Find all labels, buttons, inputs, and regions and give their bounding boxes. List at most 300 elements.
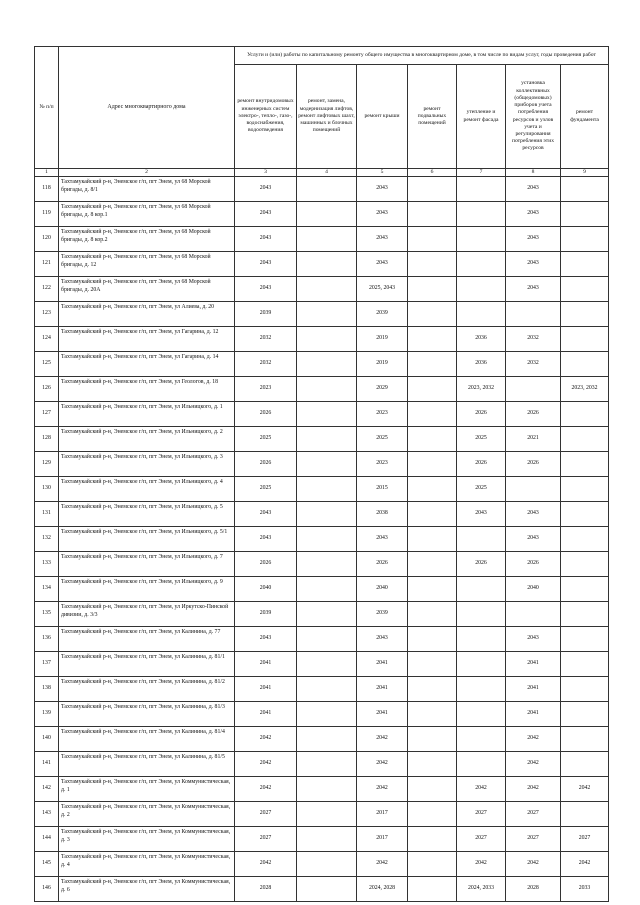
cell-engineering-systems: 2032 — [235, 352, 297, 377]
col-header-num: № п/п — [35, 47, 59, 169]
cell-facade: 2042 — [457, 777, 506, 802]
row-address: Тахтамукайский р-н, Энемское г/п, пгт Энем, ул Калинина, д. 81/1 — [59, 652, 235, 677]
cell-basement — [408, 677, 457, 702]
table-row — [35, 277, 609, 302]
row-number: 125 — [35, 352, 59, 377]
cell-roof: 2025 — [357, 427, 408, 452]
cell-engineering-systems: 2041 — [235, 652, 297, 677]
table-row — [35, 677, 609, 702]
cell-basement — [408, 577, 457, 602]
cell-foundation — [561, 602, 609, 627]
cell-roof: 2029 — [357, 377, 408, 402]
cell-foundation — [561, 202, 609, 227]
table-row — [35, 252, 609, 277]
col-number: 9 — [561, 169, 609, 177]
row-number: 124 — [35, 327, 59, 352]
cell-facade: 2025 — [457, 477, 506, 502]
row-address: Тахтамукайский р-н, Энемское г/п, пгт Энем, ул Ильницкого, д. 2 — [59, 427, 235, 452]
table-row — [35, 502, 609, 527]
cell-engineering-systems: 2043 — [235, 627, 297, 652]
cell-engineering-systems: 2026 — [235, 402, 297, 427]
cell-elevators — [297, 452, 357, 477]
table-row — [35, 702, 609, 727]
cell-engineering-systems: 2043 — [235, 527, 297, 552]
cell-elevators — [297, 477, 357, 502]
table-row — [35, 877, 609, 902]
cell-roof: 2019 — [357, 352, 408, 377]
cell-basement — [408, 527, 457, 552]
row-address: Тахтамукайский р-н, Энемское г/п, пгт Энем, ул Калинина, д. 81/2 — [59, 677, 235, 702]
cell-foundation — [561, 402, 609, 427]
row-number: 142 — [35, 777, 59, 802]
cell-elevators — [297, 677, 357, 702]
table-row — [35, 727, 609, 752]
row-address: Тахтамукайский р-н, Энемское г/п, пгт Энем, ул 68 Морской бригады, д. 8/1 — [59, 177, 235, 202]
cell-elevators — [297, 552, 357, 577]
cell-basement — [408, 802, 457, 827]
row-number: 137 — [35, 652, 59, 677]
row-address: Тахтамукайский р-н, Энемское г/п, пгт Энем, ул Коммунистическая, д. 3 — [59, 827, 235, 852]
cell-meters: 2027 — [506, 827, 561, 852]
row-number: 121 — [35, 252, 59, 277]
cell-meters: 2043 — [506, 527, 561, 552]
cell-roof: 2015 — [357, 477, 408, 502]
col-number: 4 — [297, 169, 357, 177]
cell-facade: 2042 — [457, 852, 506, 877]
col-header-elevators: ремонт, замена, модернизация лифтов, ремонт лифтовых шахт, машинных и блочных помещений — [297, 65, 357, 169]
cell-basement — [408, 477, 457, 502]
cell-meters — [506, 302, 561, 327]
cell-meters: 2043 — [506, 502, 561, 527]
cell-basement — [408, 427, 457, 452]
cell-facade: 2023, 2032 — [457, 377, 506, 402]
repair-schedule-table — [34, 46, 609, 902]
cell-meters: 2041 — [506, 652, 561, 677]
cell-basement — [408, 702, 457, 727]
cell-foundation — [561, 627, 609, 652]
cell-foundation: 2023, 2032 — [561, 377, 609, 402]
cell-meters: 2026 — [506, 452, 561, 477]
row-address: Тахтамукайский р-н, Энемское г/п, пгт Энем, ул Калинина, д. 81/5 — [59, 752, 235, 777]
cell-facade — [457, 202, 506, 227]
cell-elevators — [297, 527, 357, 552]
cell-engineering-systems: 2041 — [235, 677, 297, 702]
cell-engineering-systems: 2043 — [235, 277, 297, 302]
row-number: 136 — [35, 627, 59, 652]
table-row — [35, 227, 609, 252]
cell-meters — [506, 377, 561, 402]
cell-facade — [457, 527, 506, 552]
row-number: 127 — [35, 402, 59, 427]
cell-meters — [506, 602, 561, 627]
cell-facade — [457, 727, 506, 752]
table-row — [35, 852, 609, 877]
cell-elevators — [297, 277, 357, 302]
cell-meters: 2043 — [506, 177, 561, 202]
cell-roof: 2042 — [357, 852, 408, 877]
cell-foundation — [561, 177, 609, 202]
row-number: 140 — [35, 727, 59, 752]
cell-engineering-systems: 2027 — [235, 827, 297, 852]
col-header-basement: ремонт подвальных помещений — [408, 65, 457, 169]
row-address: Тахтамукайский р-н, Энемское г/п, пгт Энем, ул Ильницкого, д. 5/1 — [59, 527, 235, 552]
cell-elevators — [297, 577, 357, 602]
services-header: Услуги и (или) работы по капитальному ремонту общего имущества в многоквартирном доме, в том числе по видам услуг, годы проведения работ — [235, 47, 609, 65]
cell-foundation: 2027 — [561, 827, 609, 852]
col-header-engineering-systems: ремонт внутридомовых инженерных систем электро-, тепло-, газо-, водоснабжения, водоотведения — [235, 65, 297, 169]
cell-roof: 2043 — [357, 177, 408, 202]
cell-elevators — [297, 652, 357, 677]
row-number: 130 — [35, 477, 59, 502]
cell-elevators — [297, 302, 357, 327]
table-row — [35, 377, 609, 402]
table-row — [35, 827, 609, 852]
col-number: 5 — [357, 169, 408, 177]
table-row — [35, 602, 609, 627]
cell-engineering-systems: 2043 — [235, 252, 297, 277]
cell-basement — [408, 177, 457, 202]
cell-engineering-systems: 2027 — [235, 802, 297, 827]
row-address: Тахтамукайский р-н, Энемское г/п, пгт Энем, ул 68 Морской бригады, д. 8 кор.2 — [59, 227, 235, 252]
cell-facade — [457, 627, 506, 652]
cell-elevators — [297, 202, 357, 227]
cell-engineering-systems: 2043 — [235, 502, 297, 527]
table-body — [35, 177, 609, 902]
cell-foundation — [561, 752, 609, 777]
cell-foundation — [561, 427, 609, 452]
cell-foundation — [561, 552, 609, 577]
row-number: 122 — [35, 277, 59, 302]
cell-foundation — [561, 227, 609, 252]
row-address: Тахтамукайский р-н, Энемское г/п, пгт Энем, ул Коммунистическая, д. 2 — [59, 802, 235, 827]
cell-engineering-systems: 2025 — [235, 477, 297, 502]
cell-basement — [408, 277, 457, 302]
row-address: Тахтамукайский р-н, Энемское г/п, пгт Энем, ул Ильницкого, д. 3 — [59, 452, 235, 477]
row-number: 128 — [35, 427, 59, 452]
row-address: Тахтамукайский р-н, Энемское г/п, пгт Энем, ул Калинина, д. 77 — [59, 627, 235, 652]
document-page — [34, 46, 608, 902]
cell-basement — [408, 252, 457, 277]
cell-roof: 2026 — [357, 552, 408, 577]
cell-engineering-systems: 2043 — [235, 202, 297, 227]
col-header-foundation: ремонт фундамента — [561, 65, 609, 169]
cell-elevators — [297, 752, 357, 777]
cell-foundation — [561, 327, 609, 352]
cell-foundation — [561, 652, 609, 677]
cell-facade: 2026 — [457, 402, 506, 427]
cell-elevators — [297, 402, 357, 427]
cell-foundation — [561, 577, 609, 602]
cell-basement — [408, 202, 457, 227]
cell-roof: 2041 — [357, 677, 408, 702]
cell-basement — [408, 877, 457, 902]
cell-basement — [408, 327, 457, 352]
cell-roof: 2039 — [357, 602, 408, 627]
table-row — [35, 302, 609, 327]
cell-elevators — [297, 777, 357, 802]
cell-facade: 2027 — [457, 827, 506, 852]
cell-basement — [408, 777, 457, 802]
cell-roof: 2023 — [357, 402, 408, 427]
cell-meters: 2032 — [506, 352, 561, 377]
row-address: Тахтамукайский р-н, Энемское г/п, пгт Энем, ул 68 Морской бригады, д. 8 кор.1 — [59, 202, 235, 227]
cell-basement — [408, 452, 457, 477]
col-number: 6 — [408, 169, 457, 177]
cell-foundation — [561, 727, 609, 752]
cell-roof: 2042 — [357, 752, 408, 777]
row-address: Тахтамукайский р-н, Энемское г/п, пгт Энем, ул Ильницкого, д. 5 — [59, 502, 235, 527]
cell-roof: 2041 — [357, 652, 408, 677]
row-address: Тахтамукайский р-н, Энемское г/п, пгт Энем, ул Ильницкого, д. 1 — [59, 402, 235, 427]
cell-engineering-systems: 2039 — [235, 602, 297, 627]
cell-engineering-systems: 2042 — [235, 727, 297, 752]
cell-meters: 2043 — [506, 202, 561, 227]
table-row — [35, 552, 609, 577]
cell-facade — [457, 577, 506, 602]
cell-roof: 2043 — [357, 227, 408, 252]
cell-meters: 2028 — [506, 877, 561, 902]
cell-roof: 2042 — [357, 777, 408, 802]
cell-elevators — [297, 352, 357, 377]
cell-roof: 2024, 2028 — [357, 877, 408, 902]
cell-roof: 2043 — [357, 627, 408, 652]
cell-roof: 2039 — [357, 302, 408, 327]
table-row — [35, 527, 609, 552]
cell-elevators — [297, 327, 357, 352]
cell-meters: 2042 — [506, 727, 561, 752]
table-row — [35, 577, 609, 602]
cell-meters: 2042 — [506, 777, 561, 802]
cell-facade — [457, 652, 506, 677]
cell-meters — [506, 477, 561, 502]
cell-engineering-systems: 2039 — [235, 302, 297, 327]
row-number: 139 — [35, 702, 59, 727]
cell-engineering-systems: 2026 — [235, 452, 297, 477]
cell-facade — [457, 177, 506, 202]
cell-foundation — [561, 702, 609, 727]
table-row — [35, 777, 609, 802]
cell-basement — [408, 502, 457, 527]
header-row-top — [35, 47, 609, 65]
cell-meters: 2041 — [506, 677, 561, 702]
cell-roof: 2017 — [357, 802, 408, 827]
cell-elevators — [297, 377, 357, 402]
cell-engineering-systems: 2042 — [235, 777, 297, 802]
table-row — [35, 652, 609, 677]
col-header-address: Адрес многоквартирного дома — [59, 47, 235, 169]
cell-facade: 2036 — [457, 352, 506, 377]
cell-meters: 2043 — [506, 277, 561, 302]
cell-facade: 2036 — [457, 327, 506, 352]
row-address: Тахтамукайский р-н, Энемское г/п, пгт Энем, ул Коммунистическая, д. 6 — [59, 877, 235, 902]
cell-basement — [408, 852, 457, 877]
cell-facade: 2026 — [457, 452, 506, 477]
row-address: Тахтамукайский р-н, Энемское г/п, пгт Энем, ул Ильницкого, д. 4 — [59, 477, 235, 502]
row-address: Тахтамукайский р-н, Энемское г/п, пгт Энем, ул Ильницкого, д. 7 — [59, 552, 235, 577]
row-number: 126 — [35, 377, 59, 402]
cell-engineering-systems: 2025 — [235, 427, 297, 452]
cell-meters: 2021 — [506, 427, 561, 452]
row-address: Тахтамукайский р-н, Энемское г/п, пгт Энем, ул Коммунистическая, д. 1 — [59, 777, 235, 802]
table-row — [35, 477, 609, 502]
row-number: 141 — [35, 752, 59, 777]
cell-basement — [408, 627, 457, 652]
cell-basement — [408, 827, 457, 852]
row-address: Тахтамукайский р-н, Энемское г/п, пгт Энем, ул Калинина, д. 81/4 — [59, 727, 235, 752]
cell-engineering-systems: 2040 — [235, 577, 297, 602]
cell-foundation — [561, 802, 609, 827]
cell-meters: 2026 — [506, 552, 561, 577]
cell-elevators — [297, 252, 357, 277]
cell-engineering-systems: 2043 — [235, 177, 297, 202]
row-address: Тахтамукайский р-н, Энемское г/п, пгт Энем, ул Коммунистическая, д. 4 — [59, 852, 235, 877]
cell-elevators — [297, 177, 357, 202]
cell-facade — [457, 302, 506, 327]
row-address: Тахтамукайский р-н, Энемское г/п, пгт Энем, ул Иркутско-Пинской дивизии, д. 3/3 — [59, 602, 235, 627]
cell-facade: 2027 — [457, 802, 506, 827]
col-number: 1 — [35, 169, 59, 177]
row-address: Тахтамукайский р-н, Энемское г/п, пгт Энем, ул 68 Морской бригады, д. 20А — [59, 277, 235, 302]
row-address: Тахтамукайский р-н, Энемское г/п, пгт Энем, ул Гагарина, д. 12 — [59, 327, 235, 352]
row-number: 143 — [35, 802, 59, 827]
table-row — [35, 177, 609, 202]
cell-meters: 2027 — [506, 802, 561, 827]
cell-engineering-systems: 2028 — [235, 877, 297, 902]
row-number: 119 — [35, 202, 59, 227]
cell-engineering-systems: 2041 — [235, 702, 297, 727]
row-address: Тахтамукайский р-н, Энемское г/п, пгт Энем, ул Гагарина, д. 14 — [59, 352, 235, 377]
cell-facade — [457, 602, 506, 627]
cell-meters: 2032 — [506, 327, 561, 352]
row-address: Тахтамукайский р-н, Энемское г/п, пгт Энем, ул 68 Морской бригады, д. 12 — [59, 252, 235, 277]
cell-meters: 2043 — [506, 627, 561, 652]
cell-elevators — [297, 227, 357, 252]
cell-facade: 2025 — [457, 427, 506, 452]
cell-facade — [457, 277, 506, 302]
cell-foundation — [561, 477, 609, 502]
table-row — [35, 352, 609, 377]
cell-foundation — [561, 677, 609, 702]
cell-roof: 2043 — [357, 527, 408, 552]
cell-basement — [408, 302, 457, 327]
cell-facade: 2026 — [457, 552, 506, 577]
cell-meters: 2041 — [506, 702, 561, 727]
cell-roof: 2025, 2043 — [357, 277, 408, 302]
row-address: Тахтамукайский р-н, Энемское г/п, пгт Энем, ул Калинина, д. 81/3 — [59, 702, 235, 727]
cell-elevators — [297, 727, 357, 752]
cell-basement — [408, 377, 457, 402]
col-header-roof: ремонт крыши — [357, 65, 408, 169]
col-number: 2 — [59, 169, 235, 177]
cell-facade — [457, 227, 506, 252]
row-number: 131 — [35, 502, 59, 527]
col-header-facade: утепление и ремонт фасада — [457, 65, 506, 169]
cell-foundation: 2033 — [561, 877, 609, 902]
cell-meters: 2026 — [506, 402, 561, 427]
cell-facade — [457, 702, 506, 727]
row-number: 129 — [35, 452, 59, 477]
cell-foundation: 2042 — [561, 777, 609, 802]
cell-elevators — [297, 627, 357, 652]
cell-basement — [408, 352, 457, 377]
cell-roof: 2040 — [357, 577, 408, 602]
cell-meters: 2040 — [506, 577, 561, 602]
table-row — [35, 202, 609, 227]
cell-foundation — [561, 502, 609, 527]
row-number: 132 — [35, 527, 59, 552]
row-number: 120 — [35, 227, 59, 252]
col-number: 8 — [506, 169, 561, 177]
row-number: 133 — [35, 552, 59, 577]
cell-facade: 2024, 2033 — [457, 877, 506, 902]
row-number: 146 — [35, 877, 59, 902]
row-number: 138 — [35, 677, 59, 702]
row-number: 135 — [35, 602, 59, 627]
cell-basement — [408, 727, 457, 752]
table-row — [35, 427, 609, 452]
cell-basement — [408, 402, 457, 427]
cell-elevators — [297, 502, 357, 527]
cell-foundation — [561, 302, 609, 327]
row-address: Тахтамукайский р-н, Энемское г/п, пгт Энем, ул Алиева, д. 20 — [59, 302, 235, 327]
row-number: 118 — [35, 177, 59, 202]
cell-foundation — [561, 252, 609, 277]
row-number: 134 — [35, 577, 59, 602]
cell-engineering-systems: 2032 — [235, 327, 297, 352]
cell-roof: 2017 — [357, 827, 408, 852]
cell-basement — [408, 227, 457, 252]
cell-engineering-systems: 2042 — [235, 852, 297, 877]
cell-engineering-systems: 2026 — [235, 552, 297, 577]
cell-foundation — [561, 277, 609, 302]
table-row — [35, 402, 609, 427]
cell-roof: 2043 — [357, 252, 408, 277]
cell-basement — [408, 652, 457, 677]
cell-facade — [457, 677, 506, 702]
column-number-row — [35, 169, 609, 177]
cell-foundation: 2042 — [561, 852, 609, 877]
cell-facade — [457, 752, 506, 777]
cell-elevators — [297, 602, 357, 627]
cell-roof: 2043 — [357, 202, 408, 227]
cell-meters: 2042 — [506, 852, 561, 877]
row-number: 144 — [35, 827, 59, 852]
cell-roof: 2042 — [357, 727, 408, 752]
row-address: Тахтамукайский р-н, Энемское г/п, пгт Энем, ул Геологов, д. 18 — [59, 377, 235, 402]
cell-facade — [457, 252, 506, 277]
row-number: 123 — [35, 302, 59, 327]
cell-engineering-systems: 2023 — [235, 377, 297, 402]
cell-engineering-systems: 2042 — [235, 752, 297, 777]
cell-foundation — [561, 352, 609, 377]
row-number: 145 — [35, 852, 59, 877]
cell-elevators — [297, 852, 357, 877]
cell-roof: 2041 — [357, 702, 408, 727]
table-row — [35, 752, 609, 777]
col-number: 7 — [457, 169, 506, 177]
cell-elevators — [297, 702, 357, 727]
cell-foundation — [561, 452, 609, 477]
cell-basement — [408, 602, 457, 627]
cell-elevators — [297, 427, 357, 452]
col-header-meters: установка коллективных (общедомовых) приборов учета потребления ресурсов и узлов учета и регулирования потребления этих ресурсов — [506, 65, 561, 169]
cell-roof: 2019 — [357, 327, 408, 352]
cell-engineering-systems: 2043 — [235, 227, 297, 252]
cell-roof: 2023 — [357, 452, 408, 477]
cell-elevators — [297, 802, 357, 827]
table-row — [35, 627, 609, 652]
cell-meters: 2043 — [506, 227, 561, 252]
